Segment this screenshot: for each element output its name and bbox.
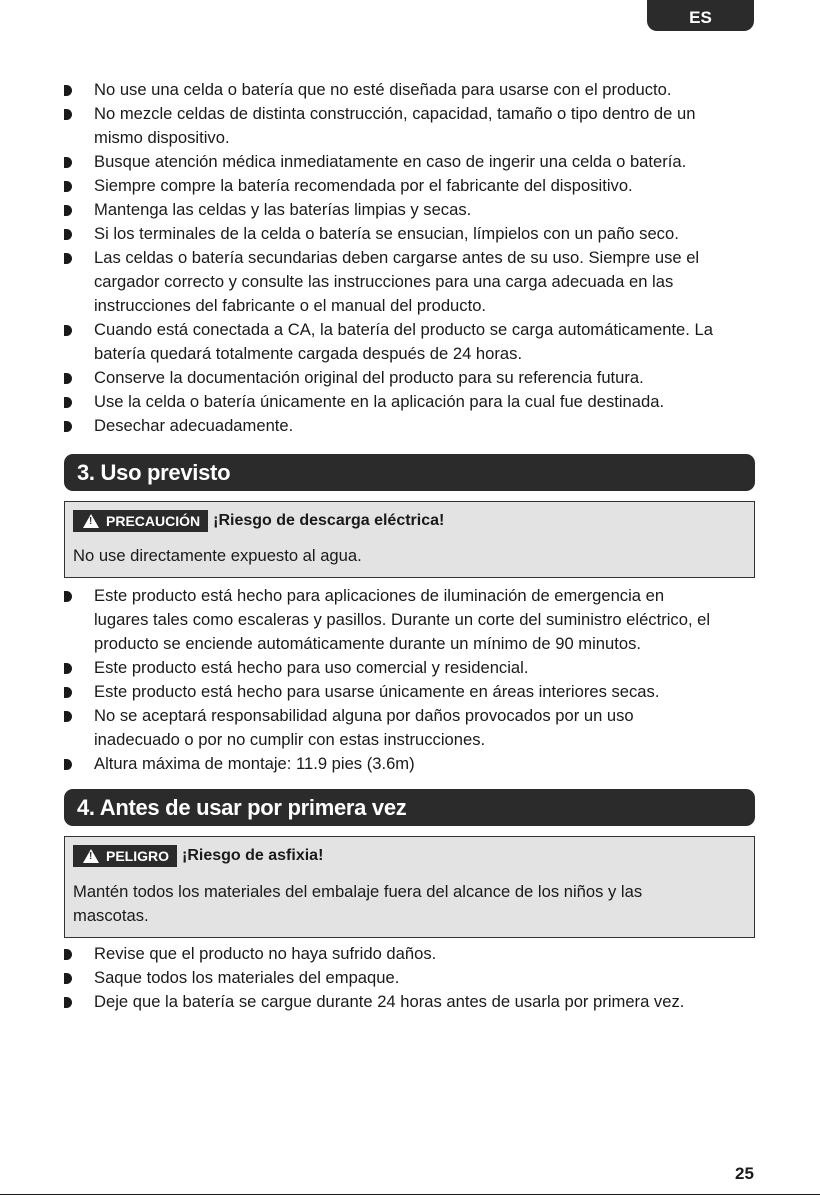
list-item-line: Este producto está hecho para usarse únicamente en áreas interiores secas. (94, 682, 660, 701)
list-item-line: Si los terminales de la celda o batería se ensucian, límpielos con un paño seco. (94, 224, 679, 243)
caution-box (64, 501, 755, 578)
page-number: 25 (735, 1164, 754, 1183)
intended-use-list (64, 584, 756, 776)
bullet-icon (64, 949, 72, 960)
bullet-icon (64, 157, 72, 168)
bullet-icon (64, 687, 72, 698)
list-item-line: No use una celda o batería que no esté diseñada para usarse con el producto. (94, 80, 672, 99)
list-item-line: Deje que la batería se cargue durante 24 horas antes de usarla por primera vez. (94, 992, 685, 1011)
list-item-line: Siempre compre la batería recomendada por el fabricante del dispositivo. (94, 176, 633, 195)
bullet-icon (64, 711, 72, 722)
bullet-icon (64, 373, 72, 384)
list-item-line: Este producto está hecho para aplicaciones de iluminación de emergencia en (94, 586, 665, 605)
danger-badge (73, 845, 177, 867)
section-4-header: 4. Antes de usar por primera vez (64, 789, 755, 826)
language-tab: ES (647, 0, 754, 31)
warning-triangle-icon (83, 514, 99, 528)
bullet-icon (64, 397, 72, 408)
list-item-line: Revise que el producto no haya sufrido daños. (94, 944, 437, 963)
bullet-icon (64, 663, 72, 674)
list-item-line: Mantenga las celdas y las baterías limpias y secas. (94, 200, 472, 219)
bullet-icon (64, 253, 72, 264)
list-item-line: Cuando está conectada a CA, la batería del producto se carga automáticamente. La (94, 320, 713, 339)
list-item-line: inadecuado o por no cumplir con estas instrucciones. (94, 730, 486, 749)
before-first-use-list (64, 942, 756, 1014)
list-item (64, 414, 756, 438)
bullet-icon (64, 229, 72, 240)
list-item-line: Use la celda o batería únicamente en la aplicación para la cual fue destinada. (94, 392, 665, 411)
list-item (64, 198, 756, 222)
list-item-line: mismo dispositivo. (94, 128, 230, 147)
list-item-line: batería quedará totalmente cargada después de 24 horas. (94, 344, 523, 363)
list-item (64, 222, 756, 246)
caution-text: No use directamente expuesto al agua. (73, 546, 362, 565)
list-item-line: Busque atención médica inmediatamente en caso de ingerir una celda o batería. (94, 152, 687, 171)
list-item-line: Desechar adecuadamente. (94, 416, 294, 435)
list-item (64, 680, 756, 704)
list-item-line: Las celdas o batería secundarias deben cargarse antes de su uso. Siempre use el (94, 248, 700, 267)
list-item-line: No mezcle celdas de distinta construcción, capacidad, tamaño o tipo dentro de un (94, 104, 696, 123)
list-item (64, 78, 756, 102)
bullet-icon (64, 973, 72, 984)
bullet-icon (64, 759, 72, 770)
bullet-icon (64, 421, 72, 432)
list-item (64, 966, 756, 990)
list-item (64, 102, 756, 150)
list-item (64, 318, 756, 366)
warning-triangle-icon (83, 849, 99, 863)
list-item (64, 704, 756, 752)
caution-badge (73, 510, 208, 532)
list-item-line: instrucciones del fabricante o el manual del producto. (94, 296, 487, 315)
list-item (64, 174, 756, 198)
list-item-line: No se aceptará responsabilidad alguna por daños provocados por un uso (94, 706, 634, 725)
bullet-icon (64, 109, 72, 120)
list-item-line: Saque todos los materiales del empaque. (94, 968, 400, 987)
list-item-line: Conserve la documentación original del producto para su referencia futura. (94, 368, 644, 387)
list-item (64, 656, 756, 680)
list-item-line: Altura máxima de montaje: 11.9 pies (3.6m) (94, 754, 415, 773)
bullet-icon (64, 997, 72, 1008)
danger-text-line: Mantén todos los materiales del embalaje fuera del alcance de los niños y las (73, 882, 643, 901)
bullet-icon (64, 205, 72, 216)
danger-text (73, 880, 694, 928)
list-item (64, 246, 756, 318)
danger-title: ¡Riesgo de asfixia! (182, 847, 324, 864)
danger-box (64, 836, 755, 938)
danger-heading (73, 845, 323, 867)
bullet-icon (64, 325, 72, 336)
list-item-line: lugares tales como escaleras y pasillos. Durante un corte del suministro eléctrico, el (94, 610, 711, 629)
danger-badge-label: PELIGRO (106, 848, 170, 864)
bullet-icon (64, 591, 72, 602)
battery-safety-list (64, 78, 756, 438)
list-item-line: Este producto está hecho para uso comercial y residencial. (94, 658, 529, 677)
footer-rule (0, 1194, 820, 1195)
list-item (64, 150, 756, 174)
section-3-header: 3. Uso previsto (64, 454, 755, 491)
bullet-icon (64, 85, 72, 96)
list-item-line: cargador correcto y consulte las instrucciones para una carga adecuada en las (94, 272, 674, 291)
list-item (64, 390, 756, 414)
list-item (64, 990, 756, 1014)
list-item (64, 752, 756, 776)
caution-badge-label: PRECAUCIÓN (106, 513, 201, 529)
list-item (64, 942, 756, 966)
list-item (64, 366, 756, 390)
caution-title: ¡Riesgo de descarga eléctrica! (213, 512, 445, 529)
list-item (64, 584, 756, 656)
bullet-icon (64, 181, 72, 192)
danger-text-line: mascotas. (73, 906, 149, 925)
list-item-line: producto se enciende automáticamente durante un mínimo de 90 minutos. (94, 634, 642, 653)
caution-heading (73, 510, 444, 532)
